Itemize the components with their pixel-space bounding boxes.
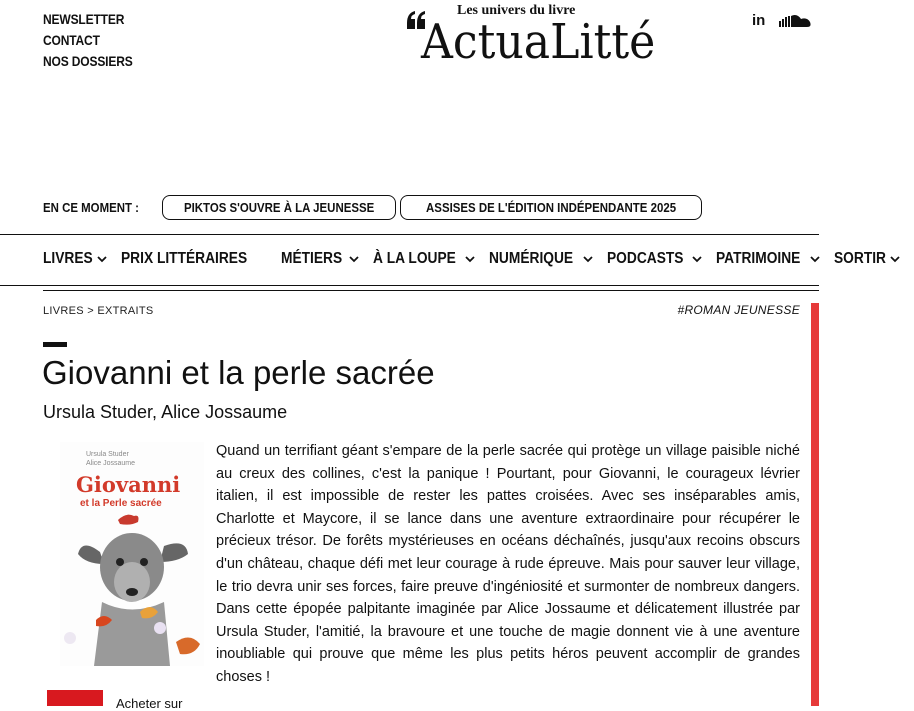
breadcrumb[interactable]: LIVRES > EXTRAITS [43, 305, 154, 317]
nav-item-label: PATRIMOINE [715, 250, 800, 267]
main-nav [43, 250, 914, 268]
contact-link[interactable]: CONTACT [43, 32, 100, 48]
logo-wordmark: ActuaLitté [421, 14, 656, 70]
chevron-down-icon [97, 254, 107, 264]
linkedin-icon[interactable]: in [752, 12, 766, 29]
nav-item-7[interactable] [834, 250, 900, 268]
nav-item-label: PODCASTS [606, 250, 684, 267]
nav-item-2[interactable] [281, 250, 358, 268]
chevron-down-icon [890, 254, 900, 264]
nav-item-5[interactable] [607, 250, 702, 268]
nav-item-label: PRIX LITTÉRAIRES [120, 250, 247, 267]
hashtag-tag[interactable]: #ROMAN JEUNESSE [677, 303, 800, 317]
chevron-down-icon [465, 254, 475, 264]
nav-item-4[interactable] [489, 250, 593, 268]
book-cover[interactable] [60, 442, 204, 666]
nav-item-label: NUMÉRIQUE [488, 250, 573, 267]
nav-item-6[interactable] [716, 250, 820, 268]
soundcloud-icon[interactable] [779, 14, 813, 28]
cover-dog-illustration [60, 442, 204, 666]
nav-item-0[interactable] [43, 250, 107, 268]
social-links [752, 12, 813, 29]
nav-divider-bottom-thin [43, 290, 819, 291]
pill-assises[interactable]: ASSISES DE L'ÉDITION INDÉPENDANTE 2025 [400, 195, 702, 220]
site-logo[interactable] [405, 3, 695, 69]
nav-item-3[interactable] [373, 250, 475, 268]
nos-dossiers-link[interactable]: NOS DOSSIERS [43, 53, 133, 69]
title-accent-bar [43, 342, 67, 347]
nav-item-label: LIVRES [43, 250, 93, 267]
red-side-bar [811, 303, 819, 706]
en-ce-moment-label: EN CE MOMENT : [43, 200, 139, 215]
chevron-down-icon [810, 254, 820, 264]
logo-tagline: Les univers du livre [457, 3, 576, 18]
nav-divider-bottom [0, 285, 819, 286]
chevron-down-icon [583, 254, 593, 264]
pill-piktos[interactable]: PIKTOS S'OUVRE À LA JEUNESSE [162, 195, 396, 220]
nav-item-label: SORTIR [833, 250, 886, 267]
nav-item-1[interactable] [121, 250, 268, 268]
chevron-down-icon [692, 254, 702, 264]
chevron-down-icon [349, 254, 359, 264]
article-authors[interactable]: Ursula Studer, Alice Jossaume [43, 402, 288, 422]
article-summary: Quand un terrifiant géant s'empare de la perle sacrée qui protège un village paisible niché au creux des collines, c'est la panique ! Pourtant, pour Giovanni, le courageux lévrier italien, il est impossible de rester les pattes croisées. Avec ses inséparables amis, Charlotte et Maycore, il se lance dans une aventure extraordinaire pour récupérer le précieux trésor. De forêts mystérieuses en océans déchaînés, jusqu'aux recoins obscurs d'un château, chaque défi met leur courage à rude épreuve. Mais pour sauver leur village, le trio devra unir ses forces, faire preuve d'ingéniosité et surmonter de nombreux dangers. Dans cette épopée palpitante imaginée par Alice Jossaume et délicatement illustrée par Ursula Studer, l'amitié, la bravoure et une touche de magie donnent vie à une aventure inoubliable qui prouve que même les plus petits héros peuvent accomplir de grandes choses ! [216, 443, 800, 685]
cover-title: Giovanni [76, 472, 181, 497]
nav-divider-top [0, 234, 819, 235]
buy-label[interactable]: Acheter sur [116, 696, 183, 711]
buy-button-logo[interactable] [47, 690, 103, 706]
nav-item-label: À LA LOUPE [372, 250, 456, 267]
article-title: Giovanni et la perle sacrée [42, 354, 435, 391]
cover-subtitle: et la Perle sacrée [80, 498, 162, 509]
cover-authors: Ursula Studer Alice Jossaume [86, 451, 136, 467]
en-ce-moment-bar [43, 195, 702, 220]
top-links [43, 9, 147, 72]
nav-item-label: MÉTIERS [281, 250, 343, 267]
newsletter-link[interactable]: NEWSLETTER [43, 11, 125, 27]
